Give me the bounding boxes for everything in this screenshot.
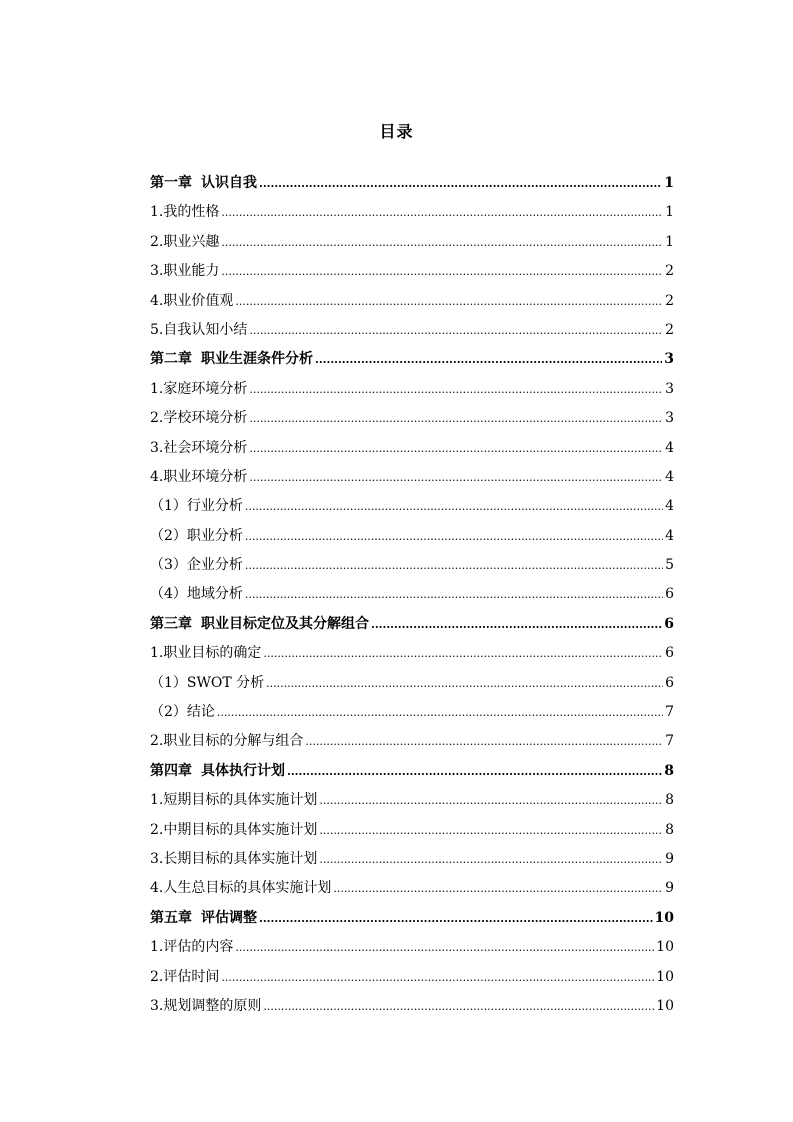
toc-entry-text: 2.职业目标的分解与组合 — [150, 733, 304, 750]
toc-entry-label — [150, 169, 257, 198]
toc-entry-text: 3.规划调整的原则 — [150, 997, 262, 1014]
dot-leader — [245, 522, 663, 551]
toc-entry-label — [150, 904, 257, 933]
toc-page-number: 3 — [665, 380, 674, 397]
toc-entry-text: 4.职业环境分析 — [150, 468, 248, 485]
toc-entry-text: 2.学校环境分析 — [150, 410, 248, 427]
toc-entry-label — [150, 992, 261, 1021]
toc-entry-label — [150, 933, 233, 962]
toc-page-number: 7 — [665, 733, 674, 750]
chapter-number: 第一章 — [150, 175, 192, 191]
toc-entry-text: 职业生涯条件分析 — [201, 351, 313, 368]
toc-page-number: 6 — [665, 645, 674, 662]
toc-section-entry[interactable] — [150, 874, 674, 903]
dot-leader — [245, 492, 663, 521]
toc-entry-label — [150, 522, 243, 551]
toc-page-number: 8 — [665, 821, 674, 838]
dot-leader — [266, 669, 663, 698]
toc-page-number: 8 — [664, 762, 674, 779]
toc-entry-text: （1）SWOT 分析 — [150, 674, 265, 691]
toc-entry-text: 4.职业价值观 — [150, 292, 234, 309]
toc-entry-label — [150, 786, 317, 815]
toc-title: 目录 — [379, 122, 414, 141]
chapter-number: 第四章 — [150, 762, 192, 779]
toc-chapter-entry[interactable] — [150, 610, 674, 639]
toc-entry-text: （2）职业分析 — [150, 527, 243, 544]
toc-entry-text: 5.自我认知小结 — [150, 321, 248, 338]
toc-page-number: 10 — [654, 909, 674, 926]
toc-page-number: 6 — [665, 586, 674, 603]
toc-page-number: 4 — [665, 439, 674, 456]
dot-leader — [263, 639, 663, 668]
toc-page-number: 9 — [665, 880, 674, 897]
dot-leader — [249, 316, 663, 345]
toc-entry-label — [150, 492, 243, 521]
toc-section-entry[interactable] — [150, 375, 674, 404]
dot-leader — [305, 727, 663, 756]
dot-leader — [263, 992, 654, 1021]
toc-section-entry[interactable] — [150, 698, 674, 727]
toc-section-entry[interactable] — [150, 816, 674, 845]
toc-entry-text: 1.我的性格 — [150, 204, 220, 221]
toc-page-number: 1 — [665, 233, 674, 250]
toc-entry-text: （2）结论 — [150, 704, 215, 721]
toc-entry-text: 1.家庭环境分析 — [150, 380, 248, 397]
toc-entry-label — [150, 287, 233, 316]
dot-leader — [249, 404, 663, 433]
dot-leader — [319, 816, 663, 845]
toc-entry-text: 3.长期目标的具体实施计划 — [150, 850, 318, 867]
toc-entry-label — [150, 669, 264, 698]
toc-entry-label — [150, 727, 303, 756]
toc-section-entry[interactable] — [150, 287, 674, 316]
toc-page-number: 3 — [665, 410, 674, 427]
toc-section-entry[interactable] — [150, 198, 674, 227]
toc-list — [150, 169, 674, 1021]
toc-entry-text: （3）企业分析 — [150, 557, 243, 574]
toc-section-entry[interactable] — [150, 463, 674, 492]
toc-entry-text: （1）行业分析 — [150, 498, 243, 515]
toc-page-number: 7 — [665, 704, 674, 721]
toc-entry-text: 3.职业能力 — [150, 263, 220, 280]
toc-page-number: 10 — [656, 939, 674, 956]
toc-entry-label — [150, 404, 247, 433]
toc-entry-text: 2.中期目标的具体实施计划 — [150, 821, 318, 838]
toc-page-number: 4 — [665, 468, 674, 485]
toc-page-number: 10 — [656, 997, 674, 1014]
toc-section-entry[interactable] — [150, 228, 674, 257]
toc-chapter-entry[interactable] — [150, 904, 674, 933]
toc-entry-label — [150, 963, 219, 992]
toc-section-entry[interactable] — [150, 434, 674, 463]
toc-entry-label — [150, 463, 247, 492]
dot-leader — [221, 257, 663, 286]
toc-section-entry[interactable] — [150, 992, 674, 1021]
toc-section-entry[interactable] — [150, 727, 674, 756]
toc-page-number: 5 — [665, 557, 674, 574]
dot-leader — [235, 287, 663, 316]
dot-leader — [259, 169, 662, 198]
toc-section-entry[interactable] — [150, 845, 674, 874]
toc-page-number: 3 — [664, 351, 674, 368]
toc-entry-text: 1.评估的内容 — [150, 939, 234, 956]
toc-section-entry[interactable] — [150, 669, 674, 698]
toc-entry-text: （4）地域分析 — [150, 586, 243, 603]
toc-page-number: 1 — [665, 204, 674, 221]
toc-section-entry[interactable] — [150, 639, 674, 668]
chapter-number: 第二章 — [150, 351, 192, 368]
dot-leader — [221, 228, 663, 257]
toc-section-entry[interactable] — [150, 551, 674, 580]
toc-page-number: 6 — [664, 615, 674, 632]
toc-entry-label — [150, 198, 219, 227]
toc-page-number: 2 — [665, 263, 674, 280]
toc-entry-label — [150, 580, 243, 609]
dot-leader — [259, 904, 653, 933]
toc-entry-text: 4.人生总目标的具体实施计划 — [150, 880, 332, 897]
toc-entry-label — [150, 375, 247, 404]
toc-chapter-entry[interactable] — [150, 757, 674, 786]
toc-entry-label — [150, 874, 331, 903]
toc-entry-text: 职业目标定位及其分解组合 — [201, 615, 369, 632]
toc-section-entry[interactable] — [150, 257, 674, 286]
dot-leader — [249, 434, 663, 463]
toc-section-entry[interactable] — [150, 492, 674, 521]
toc-page-number: 4 — [665, 498, 674, 515]
dot-leader — [319, 786, 663, 815]
toc-page-number: 2 — [665, 321, 674, 338]
toc-entry-label — [150, 228, 219, 257]
toc-page-number: 4 — [665, 527, 674, 544]
toc-section-entry[interactable] — [150, 933, 674, 962]
toc-entry-text: 3.社会环境分析 — [150, 439, 248, 456]
toc-entry-label — [150, 551, 243, 580]
toc-page-number: 10 — [656, 968, 674, 985]
dot-leader — [217, 698, 663, 727]
toc-entry-label — [150, 610, 369, 639]
dot-leader — [333, 874, 663, 903]
toc-entry-label — [150, 757, 285, 786]
toc-entry-label — [150, 639, 261, 668]
toc-entry-text: 具体执行计划 — [201, 762, 285, 779]
chapter-number: 第三章 — [150, 615, 192, 632]
toc-entry-label — [150, 434, 247, 463]
dot-leader — [371, 610, 662, 639]
toc-entry-label — [150, 257, 219, 286]
toc-section-entry[interactable] — [150, 963, 674, 992]
toc-chapter-entry[interactable] — [150, 345, 674, 374]
dot-leader — [221, 198, 663, 227]
toc-section-entry[interactable] — [150, 316, 674, 345]
toc-page-number: 9 — [665, 850, 674, 867]
toc-entry-text: 2.职业兴趣 — [150, 233, 220, 250]
toc-page-number: 1 — [664, 175, 674, 191]
toc-section-entry[interactable] — [150, 786, 674, 815]
toc-entry-text: 评估调整 — [201, 909, 257, 926]
toc-entry-text: 2.评估时间 — [150, 968, 220, 985]
toc-section-entry[interactable] — [150, 522, 674, 551]
dot-leader — [249, 463, 663, 492]
toc-entry-text: 认识自我 — [201, 175, 257, 191]
toc-section-entry[interactable] — [150, 404, 674, 433]
dot-leader — [221, 963, 654, 992]
dot-leader — [315, 345, 662, 374]
dot-leader — [235, 933, 654, 962]
toc-entry-text: 1.短期目标的具体实施计划 — [150, 792, 318, 809]
toc-entry-label — [150, 816, 317, 845]
dot-leader — [245, 580, 663, 609]
dot-leader — [249, 375, 663, 404]
toc-page-number: 8 — [665, 792, 674, 809]
toc-page-number: 2 — [665, 292, 674, 309]
chapter-number: 第五章 — [150, 909, 192, 926]
toc-entry-label — [150, 698, 215, 727]
toc-section-entry[interactable] — [150, 580, 674, 609]
toc-entry-text: 1.职业目标的确定 — [150, 645, 262, 662]
toc-entry-label — [150, 845, 317, 874]
dot-leader — [319, 845, 663, 874]
dot-leader — [287, 757, 662, 786]
toc-entry-label — [150, 316, 247, 345]
toc-entry-label — [150, 345, 313, 374]
toc-chapter-entry[interactable] — [150, 169, 674, 198]
dot-leader — [245, 551, 663, 580]
toc-page-number: 6 — [665, 674, 674, 691]
